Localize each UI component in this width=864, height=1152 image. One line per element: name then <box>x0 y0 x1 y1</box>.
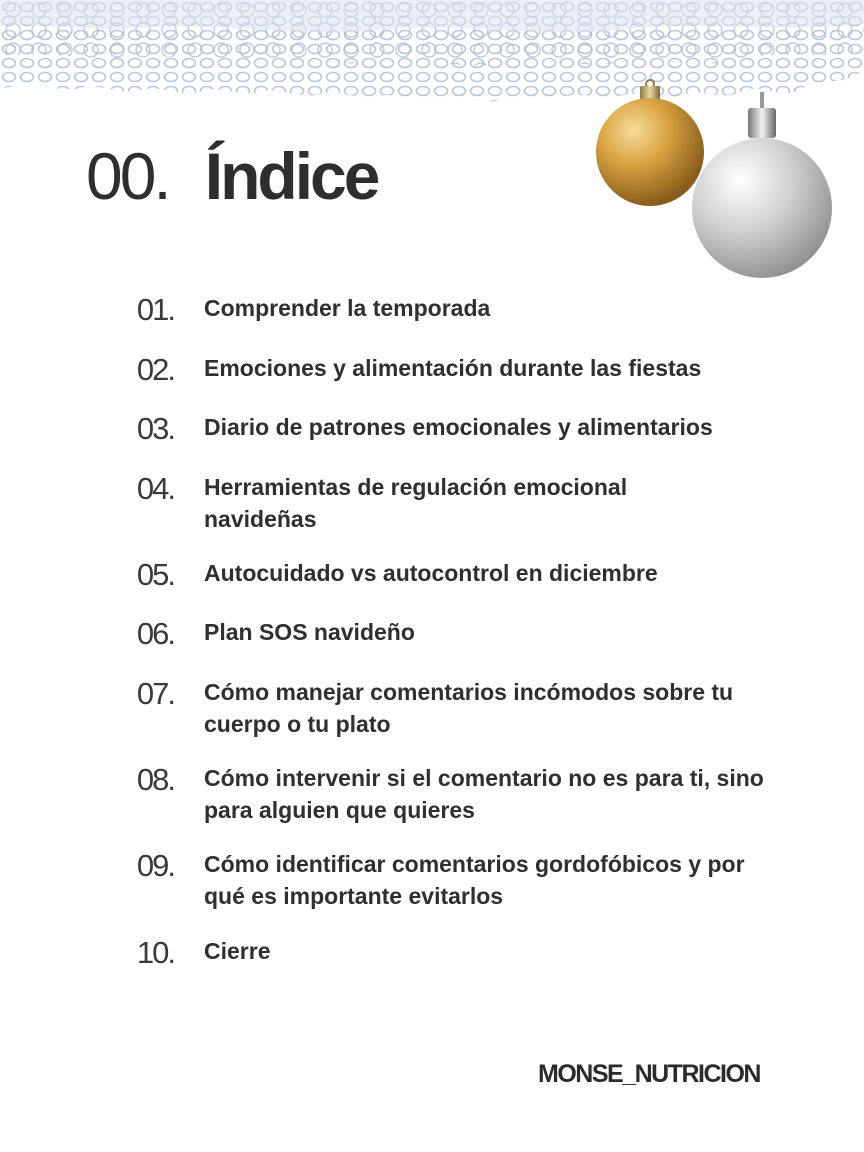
toc-item-number: 08. <box>136 762 174 797</box>
toc-item-number: 05. <box>136 557 174 592</box>
gold-ornament-icon <box>596 80 704 206</box>
toc-item <box>120 407 800 449</box>
page-header <box>86 138 377 238</box>
toc-item-title: Cierre <box>204 938 271 964</box>
toc-item-number: 02. <box>136 352 174 387</box>
toc-item-title: Emociones y alimentación durante las fiestas <box>204 355 702 381</box>
toc-item <box>120 467 800 535</box>
silver-ornament-icon <box>692 92 832 278</box>
toc-item-number: 06. <box>136 616 174 651</box>
toc-item <box>120 672 800 740</box>
toc-item-title: Cómo intervenir si el comentario no es para ti, sino para alguien que quieres <box>204 765 764 823</box>
page-title: Índice <box>204 139 378 213</box>
toc-item <box>120 844 800 912</box>
toc-item-title: Cómo manejar comentarios incómodos sobre tu cuerpo o tu plato <box>204 679 734 737</box>
toc-item-title: Cómo identificar comentarios gordofóbicos y por qué es importante evitarlos <box>204 851 745 909</box>
toc-item-number: 10. <box>136 935 174 970</box>
toc-item <box>120 553 800 595</box>
toc-item-number: 09. <box>136 848 174 883</box>
christmas-ornaments <box>584 60 864 290</box>
toc-item <box>120 288 800 330</box>
toc-item-title: Diario de patrones emocionales y alimentarios <box>204 414 713 440</box>
toc-item <box>120 758 800 826</box>
toc-item-number: 04. <box>136 471 174 506</box>
toc-item-number: 03. <box>136 411 174 446</box>
toc-item-number: 01. <box>136 292 174 327</box>
brand-signature: MONSE_NUTRICION <box>538 1060 760 1088</box>
header-number: 00. <box>86 139 169 213</box>
toc-item-title: Autocuidado vs autocontrol en diciembre <box>204 560 658 586</box>
toc-item <box>120 931 800 973</box>
toc-item <box>120 348 800 390</box>
toc-item-number: 07. <box>136 676 174 711</box>
toc-item-title: Comprender la temporada <box>204 295 491 321</box>
toc-item-title: Herramientas de regulación emocional navideñas <box>204 474 628 532</box>
toc-item-title: Plan SOS navideño <box>204 619 415 645</box>
toc-item <box>120 612 800 654</box>
